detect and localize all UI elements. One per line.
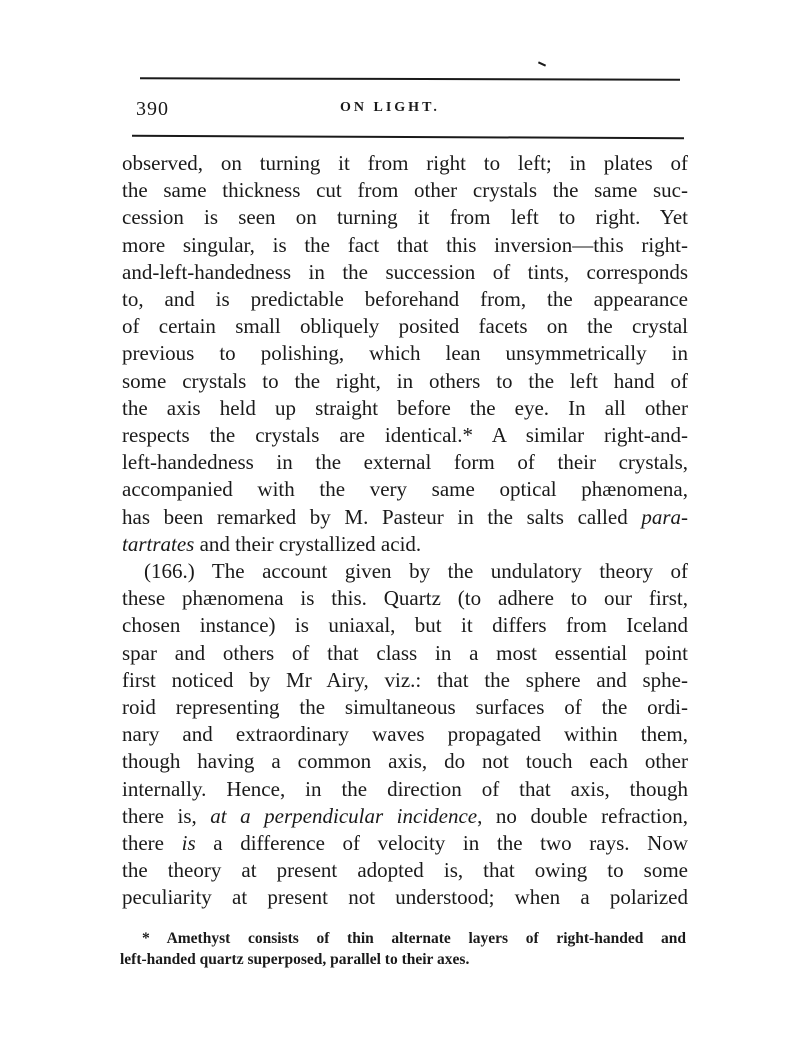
text-line: and-left-handedness in the succession of tints, corresponds (122, 259, 688, 284)
running-title: ON LIGHT. (340, 100, 440, 115)
header-rule-top (140, 77, 680, 80)
footnote-line: * Amethyst consists of thin alternate layers of right-handed and (142, 930, 686, 947)
text-line: cession is seen on turning it from left to right. Yet (122, 205, 688, 230)
text-line: internally. Hence, in the direction of that axis, though (122, 776, 688, 801)
header-rule-bottom (132, 135, 684, 139)
text-line: first noticed by Mr Airy, viz.: that the sphere and sphe- (122, 667, 688, 692)
text-line: chosen instance) is uniaxal, but it differs from Iceland (122, 613, 688, 638)
text-line: nary and extraordinary waves propagated within them, (122, 722, 688, 747)
text-line: respects the crystals are identical.* A similar right-and- (122, 423, 688, 448)
print-mark (538, 61, 546, 66)
text-line: there is, at a perpendicular incidence, no double refraction, (122, 803, 688, 828)
text-line: roid representing the simultaneous surfaces of the ordi- (122, 695, 688, 720)
text-line: these phænomena is this. Quartz (to adhere to our first, (122, 586, 688, 611)
text-line: (166.) The account given by the undulatory theory of (144, 559, 688, 584)
text-line: the same thickness cut from other crystals the same suc- (122, 178, 688, 203)
text-line: left-handedness in the external form of their crystals, (122, 450, 688, 475)
text-line: though having a common axis, do not touch each other (122, 749, 688, 774)
text-line: previous to polishing, which lean unsymmetrically in (122, 341, 688, 366)
text-line: observed, on turning it from right to left; in plates of (122, 151, 688, 175)
text-line: has been remarked by M. Pasteur in the salts called para- (122, 504, 688, 529)
body-text (122, 150, 688, 912)
text-line: of certain small obliquely posited facets on the crystal (122, 314, 688, 339)
page-number: 390 (136, 98, 169, 120)
text-line: peculiarity at present not understood; when a polarized (122, 885, 688, 910)
text-line: accompanied with the very same optical phænomena, (122, 477, 688, 502)
text-line: the theory at present adopted is, that owing to some (122, 858, 688, 883)
footnote (120, 928, 686, 970)
text-line: to, and is predictable beforehand from, the appearance (122, 287, 688, 312)
text-line: some crystals to the right, in others to the left hand of (122, 368, 688, 393)
text-line: there is a difference of velocity in the two rays. Now (122, 831, 688, 856)
footnote-line: left-handed quartz superposed, parallel to their axes. (120, 951, 470, 968)
text-line: the axis held up straight before the eye. In all other (122, 395, 688, 420)
text-line: spar and others of that class in a most essential point (122, 640, 688, 665)
text-line: tartrates and their crystallized acid. (122, 531, 422, 556)
text-line: more singular, is the fact that this inversion—this right- (122, 232, 688, 257)
